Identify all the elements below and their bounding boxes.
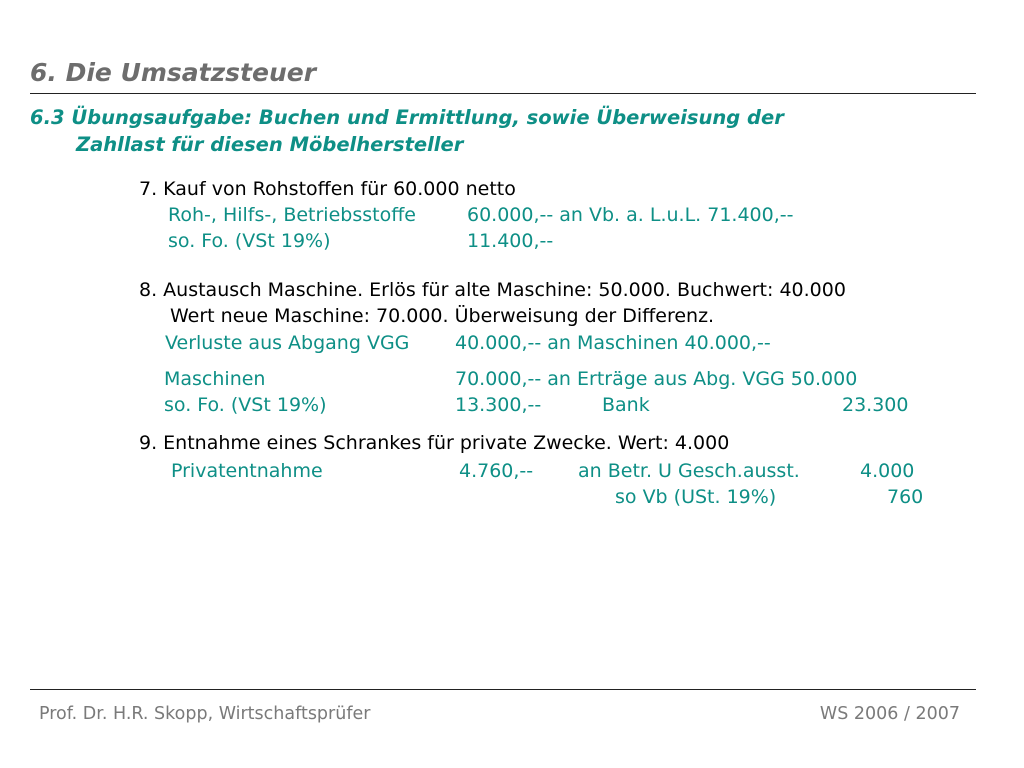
slide-title: 6. Die Umsatzsteuer [30,58,317,87]
item-7-entry-1-amount: 60.000,-- an Vb. a. L.u.L. 71.400,-- [467,204,794,226]
item-7-heading: 7. Kauf von Rohstoffen für 60.000 netto [139,178,516,200]
footer-semester: WS 2006 / 2007 [819,704,960,724]
footer-author: Prof. Dr. H.R. Skopp, Wirtschaftsprüfer [39,704,371,724]
header-divider [30,93,976,94]
item-7-entry-1-account: Roh-, Hilfs-, Betriebsstoffe [168,204,416,226]
item-8-entry-3-account: so. Fo. (VSt 19%) [164,394,327,416]
item-7-entry-2-amount: 11.400,-- [467,230,554,252]
item-9-entry-1-amount: 4.760,-- [459,460,534,482]
subtitle-line-1: 6.3 Übungsaufgabe: Buchen und Ermittlung, sowie Überweisung der [30,106,784,129]
subtitle-line-2: Zahllast für diesen Möbelhersteller [76,133,464,156]
item-9-entry-2-credit-account: so Vb (USt. 19%) [615,486,777,508]
item-9-entry-1-account: Privatentnahme [171,460,323,482]
item-8-entry-1-amount: 40.000,-- an Maschinen 40.000,-- [455,332,771,354]
item-8-entry-3-credit-amount: 23.300 [842,394,909,416]
item-8-entry-1-account: Verluste aus Abgang VGG [165,332,410,354]
item-9-heading: 9. Entnahme eines Schrankes für private Zwecke. Wert: 4.000 [139,432,730,454]
item-7-entry-2-account: so. Fo. (VSt 19%) [168,230,331,252]
footer-divider [30,689,976,690]
item-8-entry-3-credit-account: Bank [602,394,650,416]
item-9-entry-2-credit-amount: 760 [887,486,924,508]
item-8-heading: 8. Austausch Maschine. Erlös für alte Maschine: 50.000. Buchwert: 40.000 [139,279,846,301]
item-8-entry-2-amount: 70.000,-- an Erträge aus Abg. VGG 50.000 [455,368,858,390]
item-8-entry-3-amount: 13.300,-- [455,394,542,416]
item-9-entry-1-credit-account: an Betr. U Gesch.ausst. [578,460,800,482]
item-8-entry-2-account: Maschinen [164,368,266,390]
item-9-entry-1-credit-amount: 4.000 [860,460,915,482]
item-8-heading-2: Wert neue Maschine: 70.000. Überweisung der Differenz. [170,305,715,327]
